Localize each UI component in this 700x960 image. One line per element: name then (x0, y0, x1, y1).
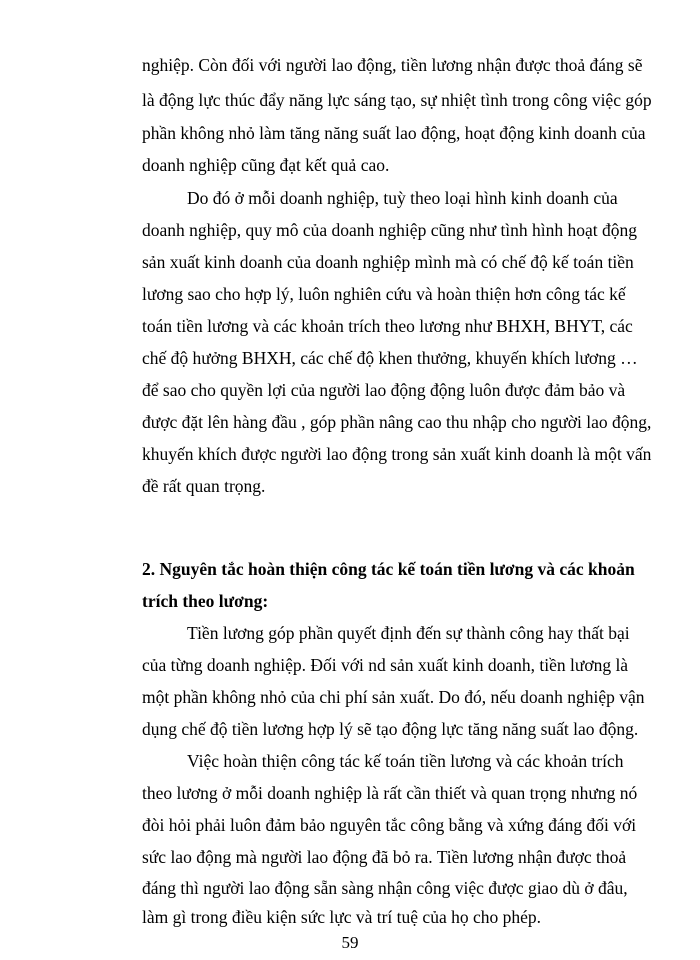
text-line: theo lương ở mỗi doanh nghiệp là rất cần thiết và quan trọng nhưng nó (142, 783, 638, 803)
text-line: doanh nghiệp cũng đạt kết quả cao. (142, 155, 390, 175)
text-line: làm gì trong điều kiện sức lực và trí tuệ của họ cho phép. (142, 907, 541, 927)
text-line: dụng chế độ tiền lương hợp lý sẽ tạo động lực tăng năng suất lao động. (142, 719, 639, 739)
text-line: một phần không nhỏ của chi phí sản xuất. Do đó, nếu doanh nghiệp vận (142, 687, 645, 707)
text-line: chế độ hưởng BHXH, các chế độ khen thưởng, khuyến khích lương … (142, 348, 638, 368)
text-line: doanh nghiệp, quy mô của doanh nghiệp cũng như tình hình hoạt động (142, 220, 638, 240)
text-line: của từng doanh nghiệp. Đối với nd sản xuất kinh doanh, tiền lương là (142, 655, 629, 675)
heading-line: 2. Nguyên tắc hoàn thiện công tác kế toán tiền lương và các khoản (142, 559, 635, 579)
text-line: để sao cho quyền lợi của người lao động động luôn được đảm bảo và (142, 380, 626, 400)
text-line: Tiền lương góp phần quyết định đến sự thành công hay thất bại (187, 623, 630, 643)
heading-line: trích theo lương: (142, 591, 269, 611)
text-line: lương sao cho hợp lý, luôn nghiên cứu và hoàn thiện hơn công tác kế (142, 284, 626, 304)
text-line: nghiệp. Còn đối với người lao động, tiền lương nhận được thoả đáng sẽ (142, 55, 643, 75)
text-line: toán tiền lương và các khoản trích theo lương như BHXH, BHYT, các (142, 316, 633, 336)
text-line: Việc hoàn thiện công tác kế toán tiền lương và các khoản trích (187, 751, 624, 771)
text-line: là động lực thúc đẩy năng lực sáng tạo, sự nhiệt tình trong công việc góp (142, 90, 652, 110)
text-line: đòi hỏi phải luôn đảm bảo nguyên tắc công bằng và xứng đáng đối với (142, 815, 637, 835)
text-line: phần không nhỏ làm tăng năng suất lao động, hoạt động kinh doanh của (142, 123, 646, 143)
text-line: Do đó ở mỗi doanh nghiệp, tuỳ theo loại hình kinh doanh của (187, 188, 618, 208)
text-line: được đặt lên hàng đầu , góp phần nâng cao thu nhập cho người lao động, (142, 412, 652, 432)
page-number: 59 (341, 933, 359, 952)
text-line: khuyến khích được người lao động trong sản xuất kinh doanh là một vấn (142, 444, 652, 464)
text-line: sản xuất kinh doanh của doanh nghiệp mình mà có chế độ kế toán tiền (142, 252, 634, 272)
text-line: sức lao động mà người lao động đã bỏ ra. Tiền lương nhận được thoả (142, 847, 627, 867)
text-line: đề rất quan trọng. (142, 476, 266, 496)
text-line: đáng thì người lao động sẵn sàng nhận công việc được giao dù ở đâu, (142, 878, 628, 898)
